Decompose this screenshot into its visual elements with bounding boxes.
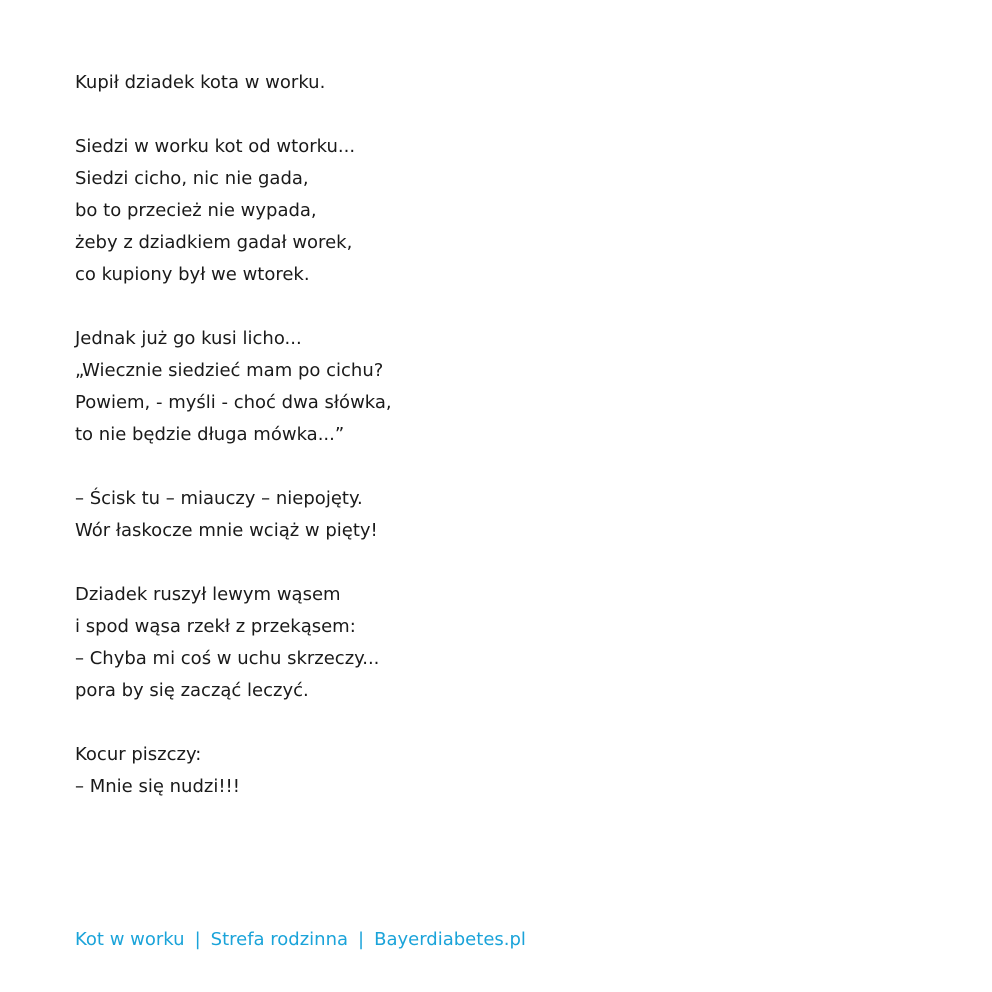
poem-line: co kupiony był we wtorek. <box>75 264 310 285</box>
stanza-2 <box>75 131 875 291</box>
poem-line: Kocur piszczy: <box>75 744 202 765</box>
footer-separator: | <box>194 929 201 950</box>
poem-line: Dziadek ruszył lewym wąsem <box>75 584 341 605</box>
footer-section: Strefa rodzinna <box>210 929 349 950</box>
footer-site-link[interactable]: Bayerdiabetes.pl <box>374 929 526 950</box>
poem-line: Powiem, - myśli - choć dwa słówka, <box>75 392 392 413</box>
stanza-1 <box>75 67 875 99</box>
poem-line: – Mnie się nudzi!!! <box>75 776 240 797</box>
footer <box>75 924 526 956</box>
poem-line: bo to przecież nie wypada, <box>75 200 317 221</box>
poem-line: Jednak już go kusi licho... <box>75 328 302 349</box>
poem-line: to nie będzie długa mówka...” <box>75 424 345 445</box>
poem-line: – Ścisk tu – miauczy – niepojęty. <box>75 488 363 509</box>
footer-separator: | <box>358 929 365 950</box>
stanza-4 <box>75 483 875 547</box>
poem-line: – Chyba mi coś w uchu skrzeczy... <box>75 648 380 669</box>
poem-line: pora by się zacząć leczyć. <box>75 680 309 701</box>
poem-line: Wór łaskocze mnie wciąż w pięty! <box>75 520 378 541</box>
poem <box>75 67 875 835</box>
poem-line: i spod wąsa rzekł z przekąsem: <box>75 616 356 637</box>
poem-line: Siedzi w worku kot od wtorku... <box>75 136 356 157</box>
poem-line: żeby z dziadkiem gadał worek, <box>75 232 353 253</box>
stanza-3 <box>75 323 875 451</box>
stanza-5 <box>75 579 875 707</box>
poem-line: Siedzi cicho, nic nie gada, <box>75 168 309 189</box>
footer-title: Kot w worku <box>75 929 185 950</box>
stanza-6 <box>75 739 875 803</box>
poem-line: Kupił dziadek kota w worku. <box>75 72 326 93</box>
poem-line: „Wiecznie siedzieć mam po cichu? <box>75 360 384 381</box>
